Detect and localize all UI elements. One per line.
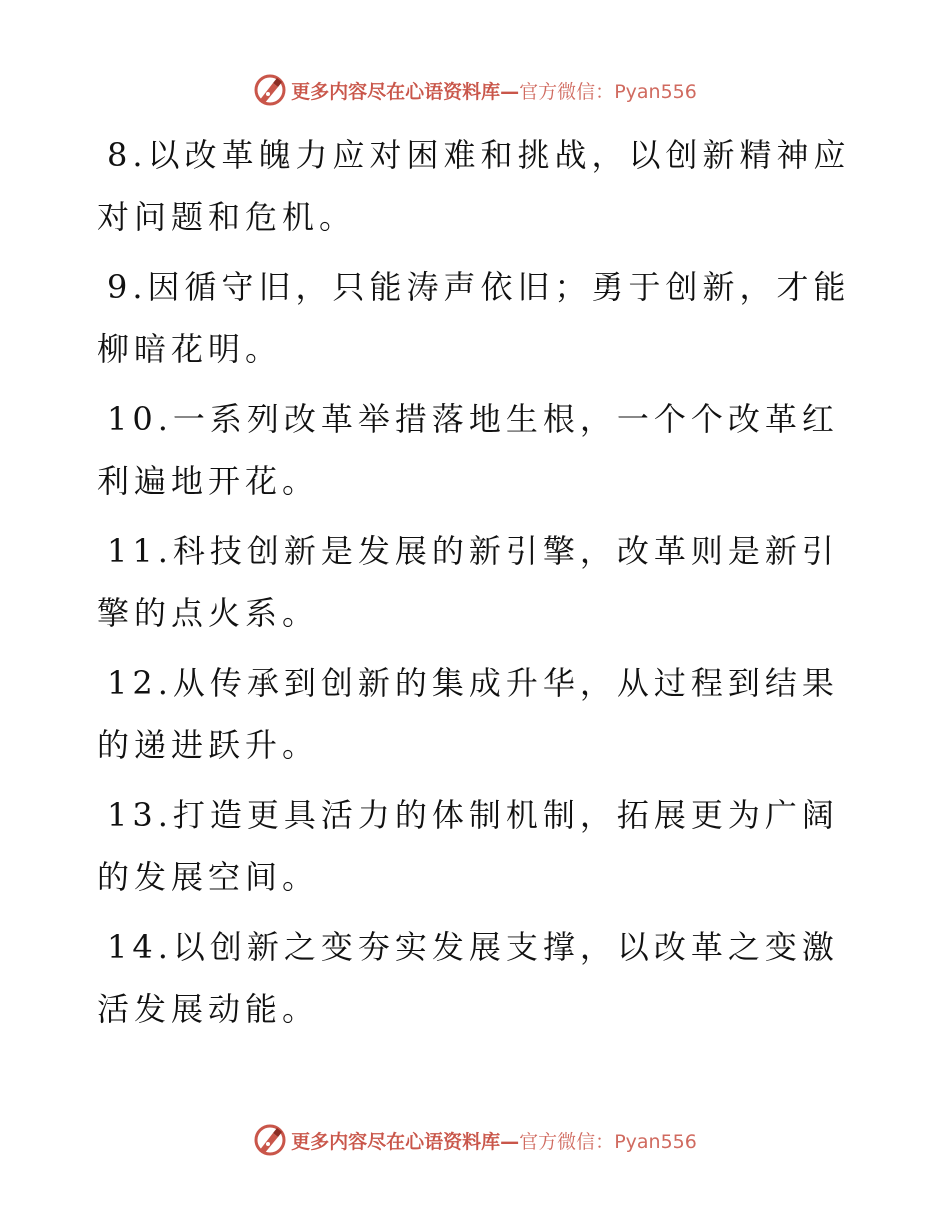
list-item: 11.科技创新是发展的新引擎，改革则是新引擎的点火系。 <box>97 532 839 632</box>
footer-wechat-id: Pyan556 <box>614 1130 697 1153</box>
header-site-text: 更多内容尽在心语资料库— <box>291 80 520 103</box>
footer-text <box>291 1127 697 1154</box>
header-wechat-label: 官方微信： <box>519 80 615 103</box>
pen-logo-icon <box>253 73 287 107</box>
list-item: 8.以改革魄力应对困难和挑战，以创新精神应对问题和危机。 <box>97 136 851 236</box>
list-item: 12.从传承到创新的集成升华，从过程到结果的递进跃升。 <box>97 664 839 764</box>
list-item: 10.一系列改革举措落地生根，一个个改革红利遍地开花。 <box>97 400 839 500</box>
header-banner <box>0 68 950 112</box>
footer-banner <box>0 1118 950 1162</box>
footer-site-text: 更多内容尽在心语资料库— <box>291 1130 520 1153</box>
header-wechat-id: Pyan556 <box>614 80 697 103</box>
footer-wechat-label: 官方微信： <box>519 1130 615 1153</box>
pen-logo-icon <box>253 1123 287 1157</box>
header-text <box>291 77 697 104</box>
document-body <box>97 124 857 1048</box>
list-item: 9.因循守旧，只能涛声依旧；勇于创新，才能柳暗花明。 <box>97 268 851 368</box>
list-item: 14.以创新之变夯实发展支撑，以改革之变激活发展动能。 <box>97 928 839 1028</box>
list-item: 13.打造更具活力的体制机制，拓展更为广阔的发展空间。 <box>97 796 839 896</box>
